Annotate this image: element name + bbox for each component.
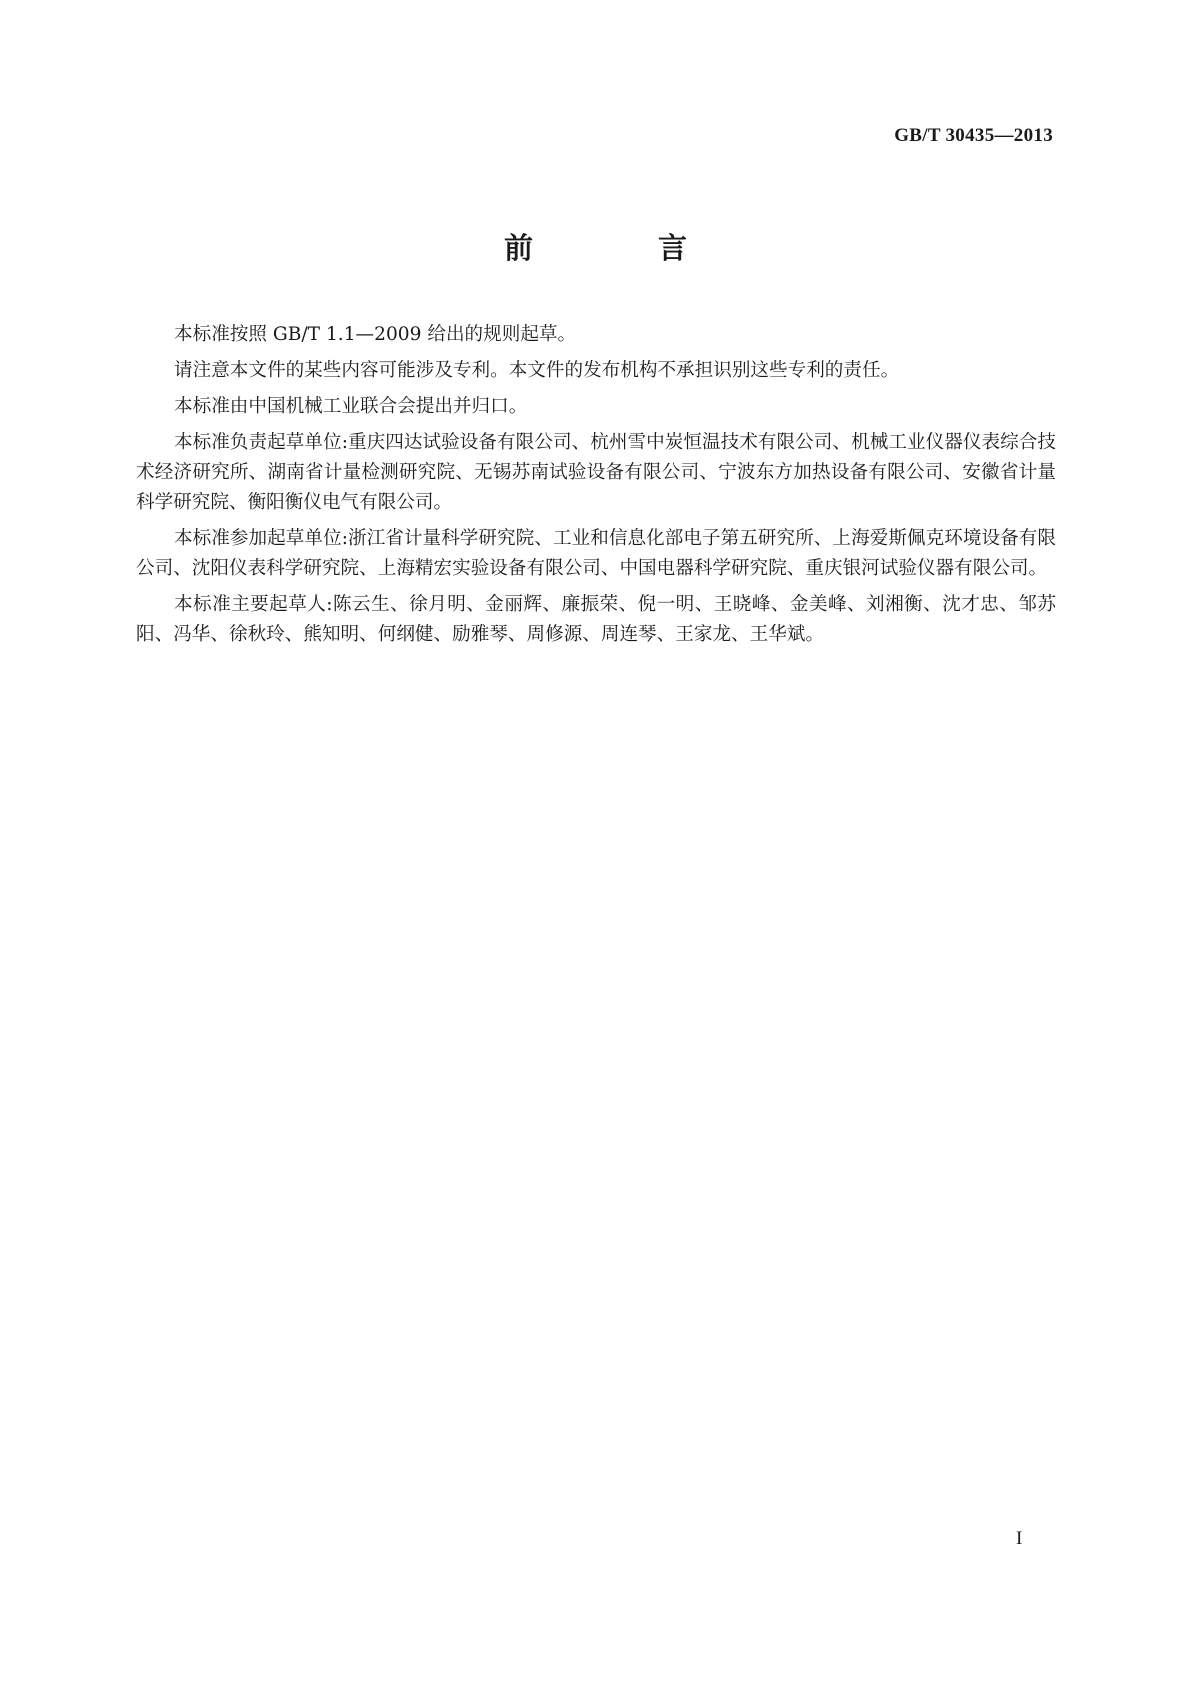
foreword-body [136, 320, 1056, 656]
paragraph-main-drafters: 本标准主要起草人:陈云生、徐月明、金丽辉、廉振荣、倪一明、王晓峰、金美峰、刘湘衡、沈才忠、邹苏阳、冯华、徐秋玲、熊知明、何纲健、励雅琴、周修源、周连琴、王家龙、王华斌。 [136, 594, 1056, 645]
paragraph-lead-drafters: 本标准负责起草单位:重庆四达试验设备有限公司、杭州雪中炭恒温技术有限公司、机械工业仪器仪表综合技术经济研究所、湖南省计量检测研究院、无锡苏南试验设备有限公司、宁波东方加热设备有限公司、安徽省计量科学研究院、衡阳衡仪电气有限公司。 [136, 432, 1056, 513]
paragraph-participating-drafters: 本标准参加起草单位:浙江省计量科学研究院、工业和信息化部电子第五研究所、上海爱斯佩克环境设备有限公司、沈阳仪表科学研究院、上海精宏实验设备有限公司、中国电器科学研究院、重庆银河试验仪器有限公司。 [136, 528, 1056, 579]
page-number: I [1016, 1528, 1023, 1549]
paragraph-drafting-rules: 本标准按照 GB/T 1.1—2009 给出的规则起草。 [174, 324, 577, 345]
standard-code: GB/T 30435—2013 [894, 125, 1053, 146]
paragraph-patent-notice: 请注意本文件的某些内容可能涉及专利。本文件的发布机构不承担识别这些专利的责任。 [174, 360, 900, 381]
paragraph-proposer: 本标准由中国机械工业联合会提出并归口。 [174, 396, 528, 417]
page-title: 前 言 [503, 231, 735, 265]
